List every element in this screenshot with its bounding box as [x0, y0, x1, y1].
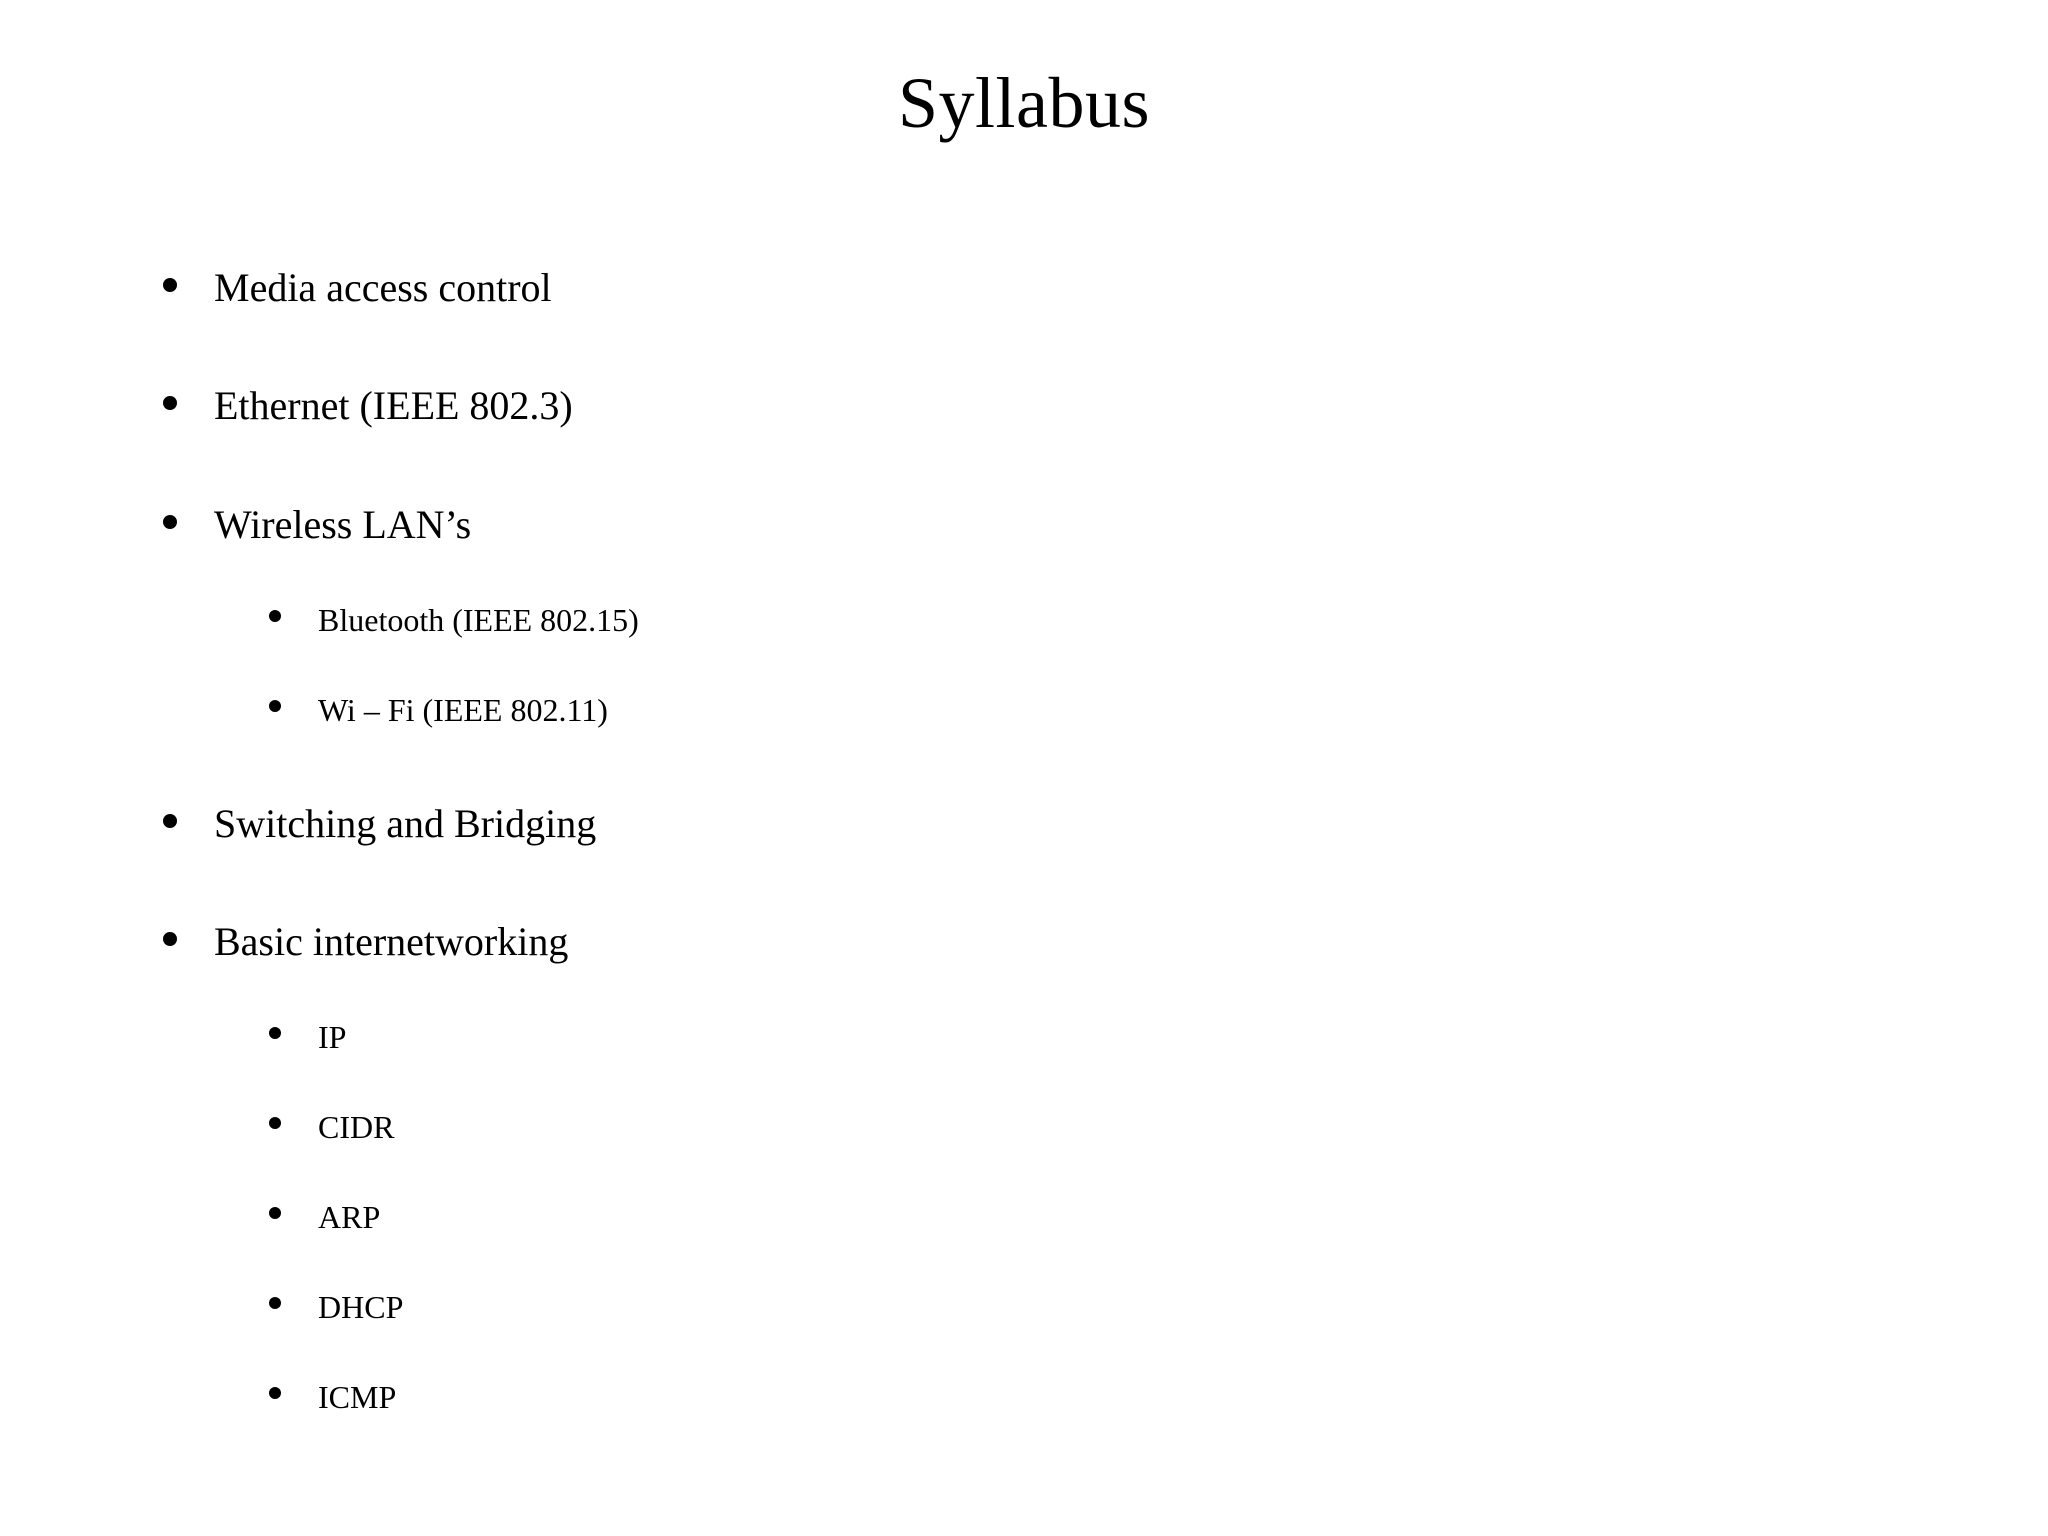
list-item-label: CIDR — [318, 1109, 395, 1145]
list-item-label: Basic internetworking — [214, 919, 569, 964]
bullet-icon — [163, 515, 177, 529]
list-item-label: ICMP — [318, 1379, 397, 1415]
list-item-label: ARP — [318, 1199, 381, 1235]
list-item-arp — [318, 1197, 380, 1237]
bullet-icon — [163, 278, 177, 292]
bullet-icon — [269, 610, 281, 622]
list-item-label: Media access control — [214, 265, 552, 310]
list-item-switching-bridging — [214, 799, 596, 849]
list-item-cidr — [318, 1107, 394, 1147]
list-item-dhcp — [318, 1287, 403, 1327]
list-item-label: Wi – Fi (IEEE 802.11) — [318, 692, 608, 728]
list-item-label: DHCP — [318, 1289, 404, 1325]
list-item-bluetooth — [318, 600, 639, 640]
list-item-wireless-lans — [214, 500, 471, 550]
list-item-basic-internetworking — [214, 917, 568, 967]
bullet-icon — [163, 396, 177, 410]
slide-title: Syllabus — [897, 63, 1151, 143]
bullet-icon — [269, 700, 281, 712]
bullet-icon — [269, 1297, 281, 1309]
list-item-media-access-control — [214, 263, 552, 313]
bullet-icon — [269, 1207, 281, 1219]
bullet-icon — [269, 1387, 281, 1399]
bullet-icon — [163, 932, 177, 946]
bullet-icon — [269, 1027, 281, 1039]
bullet-icon — [269, 1117, 281, 1129]
bullet-icon — [163, 814, 177, 828]
list-item-label: Wireless LAN’s — [214, 502, 472, 547]
list-item-label: IP — [318, 1019, 347, 1055]
list-item-ip — [318, 1017, 346, 1057]
list-item-icmp — [318, 1377, 396, 1417]
list-item-label: Ethernet (IEEE 802.3) — [214, 383, 573, 428]
list-item-wifi — [318, 690, 608, 730]
list-item-ethernet — [214, 381, 573, 431]
list-item-label: Bluetooth (IEEE 802.15) — [318, 602, 639, 638]
list-item-label: Switching and Bridging — [214, 801, 597, 846]
